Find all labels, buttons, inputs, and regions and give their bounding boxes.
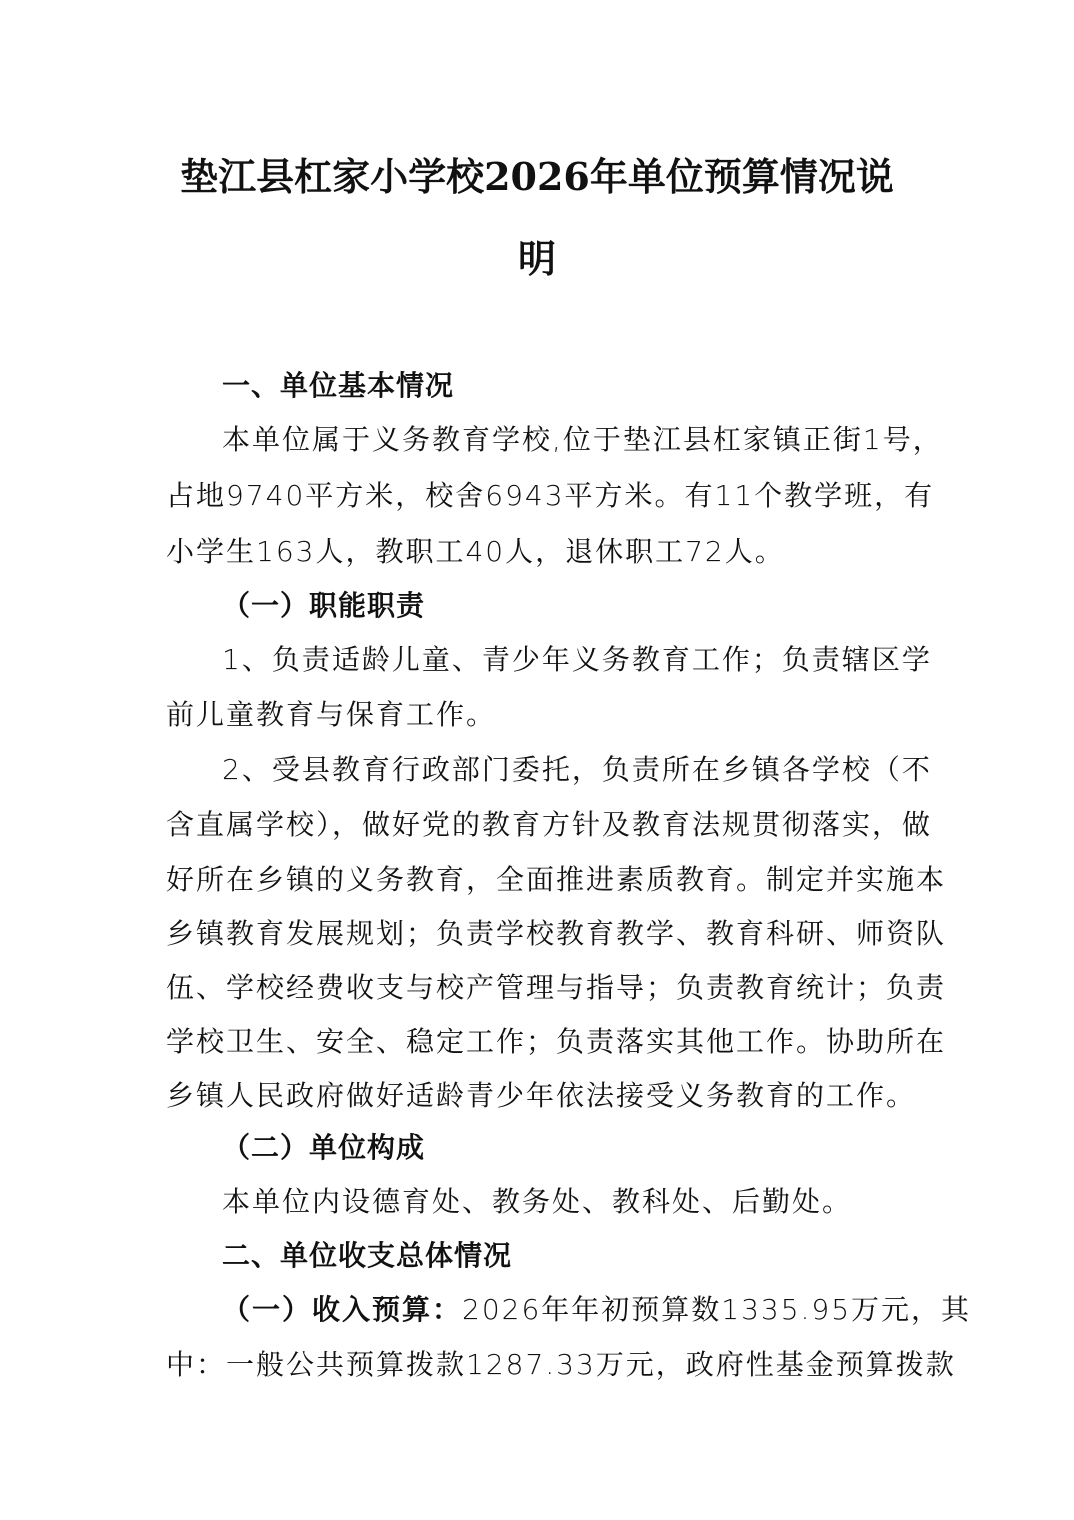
section-2-heading: 二、单位收支总体情况 xyxy=(222,1239,513,1272)
section-1-heading: 一、单位基本情况 xyxy=(222,369,455,402)
subsection-2-heading: （二）单位构成 xyxy=(222,1131,426,1164)
paragraph-line: 好所在乡镇的义务教育，全面推进素质教育。制定并实施本 xyxy=(166,863,947,896)
income-budget-text: 2026年年初预算数1335.95万元，其 xyxy=(462,1293,972,1326)
document-title-line-2: 明 xyxy=(517,236,556,281)
paragraph-line: 小学生163人，教职工40人，退休职工72人。 xyxy=(166,535,785,568)
paragraph-line: 本单位属于义务教育学校,位于垫江县杠家镇正街1号， xyxy=(222,423,943,456)
paragraph-line xyxy=(222,1290,972,1330)
paragraph-line: 学校卫生、安全、稳定工作；负责落实其他工作。协助所在 xyxy=(166,1025,947,1058)
paragraph-line: 本单位内设德育处、教务处、教科处、后勤处。 xyxy=(222,1185,853,1218)
document-title-line-1: 垫江县杠家小学校2026年单位预算情况说 xyxy=(180,154,894,199)
income-budget-label: （一）收入预算： xyxy=(222,1293,463,1326)
paragraph-line: 前儿童教育与保育工作。 xyxy=(166,698,497,731)
paragraph-line: 乡镇人民政府做好适龄青少年依法接受义务教育的工作。 xyxy=(166,1079,917,1112)
paragraph-line: 伍、学校经费收支与校产管理与指导；负责教育统计；负责 xyxy=(166,971,947,1004)
paragraph-line: 占地9740平方米，校舍6943平方米。有11个教学班，有 xyxy=(166,479,935,512)
paragraph-line: 乡镇教育发展规划；负责学校教育教学、教育科研、师资队 xyxy=(166,917,947,950)
paragraph-line: 中：一般公共预算拨款1287.33万元，政府性基金预算拨款 xyxy=(166,1348,956,1381)
paragraph-line: 2、受县教育行政部门委托，负责所在乡镇各学校（不 xyxy=(222,753,932,786)
paragraph-line: 1、负责适龄儿童、青少年义务教育工作；负责辖区学 xyxy=(222,643,932,676)
paragraph-line: 含直属学校），做好党的教育方针及教育法规贯彻落实，做 xyxy=(166,808,933,841)
subsection-1-heading: （一）职能职责 xyxy=(222,589,426,622)
